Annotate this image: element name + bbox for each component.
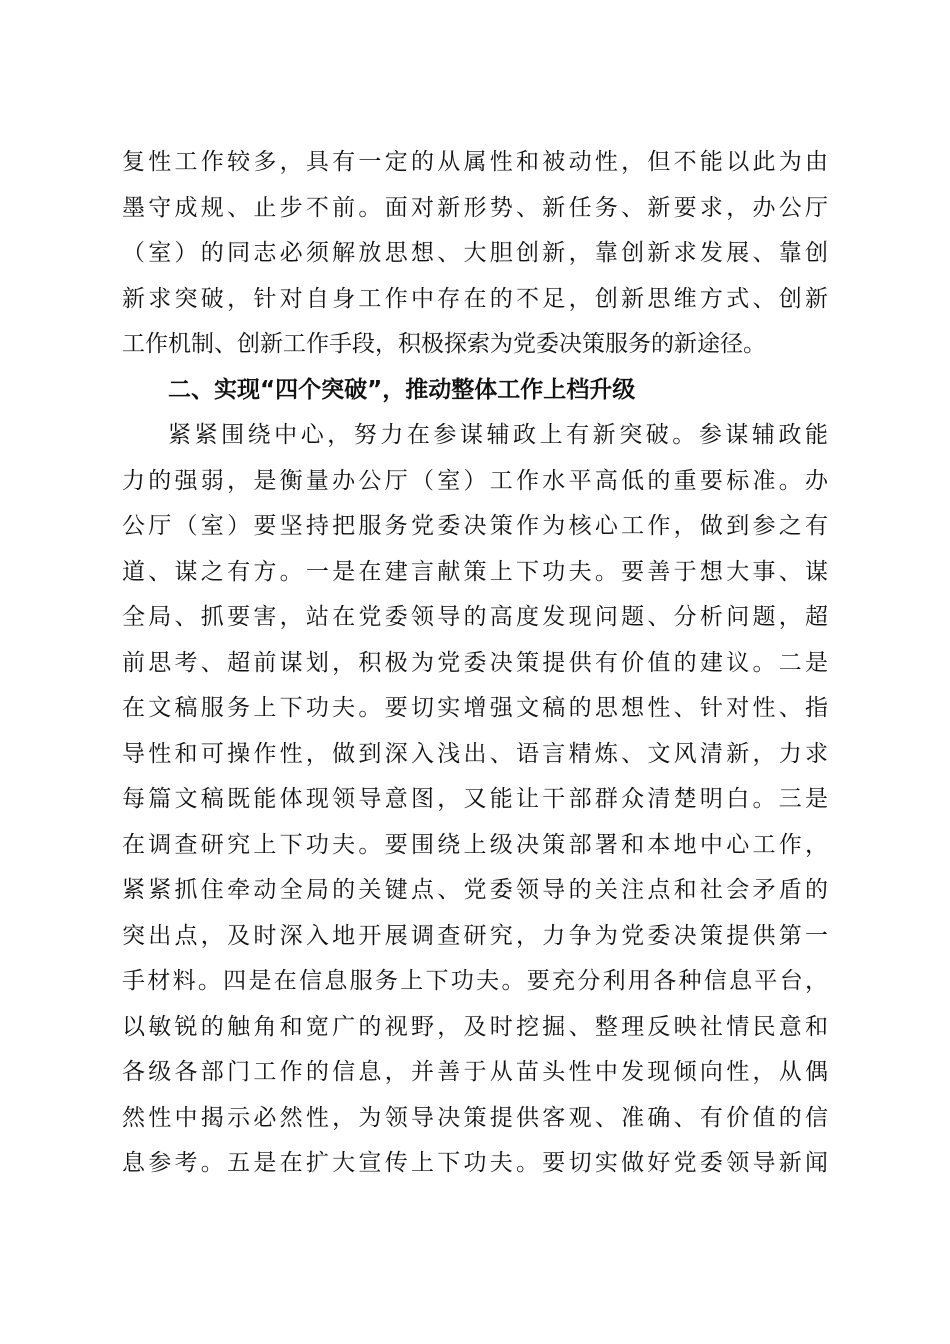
text-line: 在调查研究上下功夫。要围绕上级决策部署和本地中心工作， — [122, 831, 828, 858]
text-line: 紧紧围绕中心，努力在参谋辅政上有新突破。参谋辅政能 — [168, 422, 828, 448]
text-line: 突出点，及时深入地开展调查研究，力争为党委决策提供第一 — [122, 922, 828, 949]
text-line: 全局、抓要害，站在党委领导的高度发现问题、分析问题，超 — [122, 604, 828, 630]
text-line: 以敏锐的触角和宽广的视野，及时挖掘、整理反映社情民意和 — [122, 1013, 828, 1040]
text-line: 新求突破，针对自身工作中存在的不足，创新思维方式、创新 — [122, 285, 828, 312]
text-line: 导性和可操作性，做到深入浅出、语言精炼、文风清新，力求 — [122, 740, 828, 767]
text-line: 复性工作较多，具有一定的从属性和被动性，但不能以此为由 — [122, 149, 828, 175]
text-line: 手材料。四是在信息服务上下功夫。要充分利用各种信息平台， — [122, 968, 828, 994]
paragraph-continuation — [122, 140, 828, 368]
text-line: 息参考。五是在扩大宣传上下功夫。要切实做好党委领导新闻 — [122, 1150, 828, 1176]
body-text — [122, 140, 828, 1187]
paragraph-participation — [122, 413, 828, 1187]
text-line: 工作机制、创新工作手段，积极探索为党委决策服务的新途径。 — [122, 331, 766, 357]
text-line: 在文稿服务上下功夫。要切实增强文稿的思想性、针对性、指 — [122, 695, 828, 721]
text-line: 道、谋之有方。一是在建言献策上下功夫。要善于想大事、谋 — [122, 558, 828, 585]
text-line: 各级各部门工作的信息，并善于从苗头性中发现倾向性，从偶 — [122, 1059, 828, 1085]
text-line: （室）的同志必须解放思想、大胆创新，靠创新求发展、靠创 — [122, 240, 828, 266]
section-heading: 二、实现“四个突破”，推动整体工作上档升级 — [168, 376, 636, 403]
text-line: 紧紧抓住牵动全局的关键点、党委领导的关注点和社会矛盾的 — [122, 877, 828, 903]
text-line: 前思考、超前谋划，积极为党委决策提供有价值的建议。二是 — [122, 649, 828, 676]
text-line: 公厅（室）要坚持把服务党委决策作为核心工作，做到参之有 — [122, 513, 828, 539]
text-line: 墨守成规、止步不前。面对新形势、新任务、新要求，办公厅 — [122, 194, 828, 221]
text-line: 力的强弱，是衡量办公厅（室）工作水平高低的重要标准。办 — [122, 467, 828, 494]
text-line: 每篇文稿既能体现领导意图，又能让干部群众清楚明白。三是 — [122, 786, 828, 812]
text-line: 然性中揭示必然性，为领导决策提供客观、准确、有价值的信 — [122, 1104, 828, 1131]
